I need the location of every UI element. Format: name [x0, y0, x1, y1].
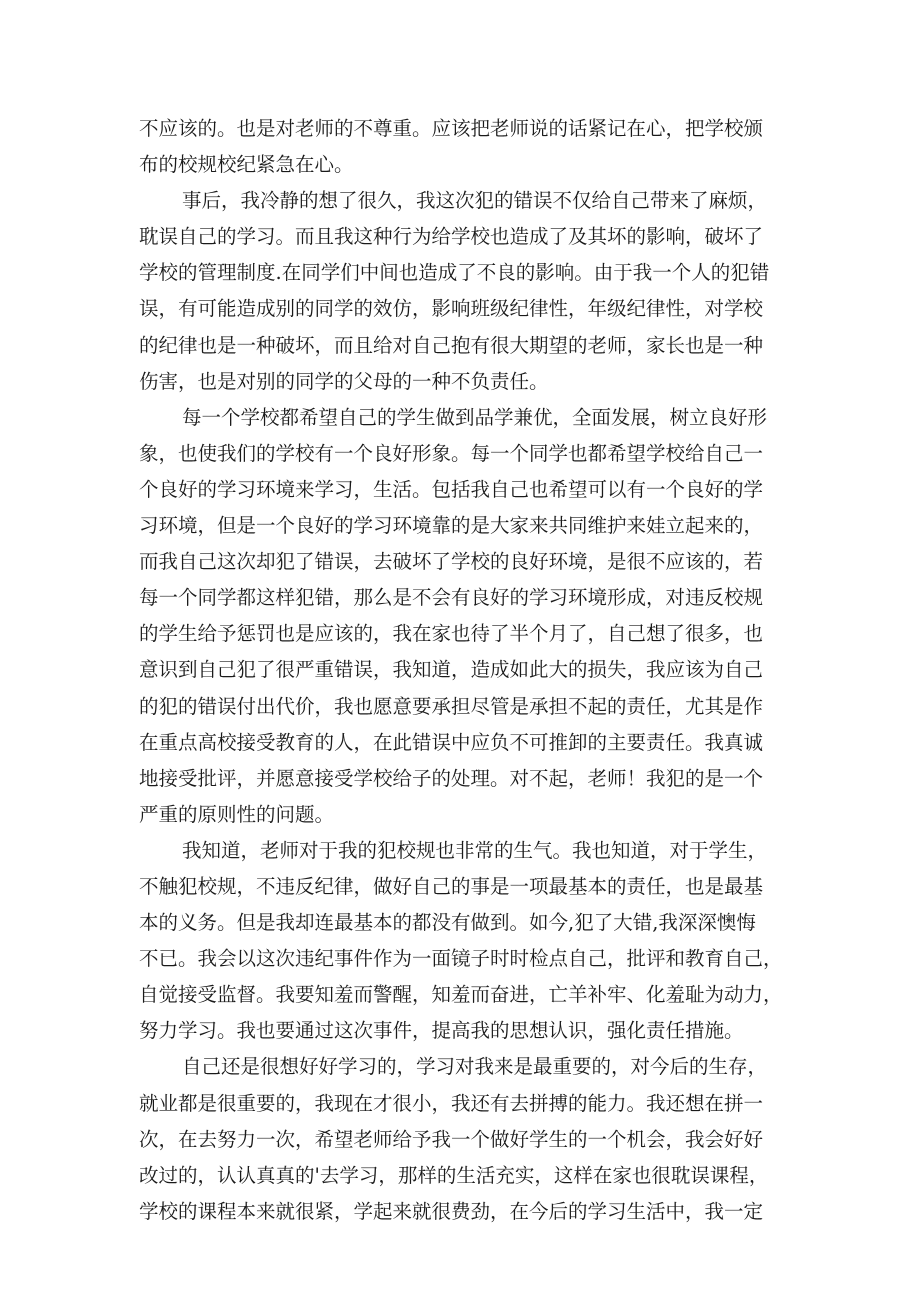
- text-line: 严重的原则性的问题。: [139, 802, 335, 826]
- text-line: 象，也使我们的学校有一个良好形象。每一个同学也都希望学校给自己一: [139, 441, 764, 465]
- document-body: [139, 111, 799, 1230]
- text-line: 改过的，认认真真的'去学习，那样的生活充实，这样在家也很耽误课程，: [139, 1163, 769, 1187]
- paragraph-first-line: 我知道，老师对于我的犯校规也非常的生气。我也知道，对于学生，: [182, 838, 768, 862]
- text-line: 个良好的学习环境来学习，生活。包括我自己也希望可以有一个良好的学: [139, 477, 764, 501]
- text-line: 不已。我会以这次违纪事件作为一面镜子时时检点自己，批评和教育自己，: [139, 947, 783, 971]
- text-line: 不触犯校规，不违反纪律，做好自己的事是一项最基本的责任，也是最基: [139, 874, 764, 898]
- text-line: 的学生给予惩罚也是应该的，我在家也待了半个月了，自己想了很多，也: [139, 622, 764, 646]
- paragraph-first-line: 事后，我冷静的想了很久，我这次犯的错误不仅给自己带来了麻烦，: [182, 189, 768, 213]
- text-line: 习环境，但是一个良好的学习环境靠的是大家来共同维护来娃立起来的，: [139, 514, 764, 538]
- text-line: 意识到自己犯了很严重错误，我知道，造成如此大的损失，我应该为自己: [139, 658, 764, 682]
- text-line: 地接受批评，并愿意接受学校给子的处理。对不起，老师！我犯的是一个: [139, 766, 764, 790]
- text-line: 在重点高校接受教育的人，在此错误中应负不可推卸的主要责任。我真诚: [139, 730, 764, 754]
- text-line: 每一个同学都这样犯错，那么是不会有良好的学习环境形成，对违反校规: [139, 586, 764, 610]
- text-line: 耽误自己的学习。而且我这种行为给学校也造成了及其坏的影响，破坏了: [139, 225, 764, 249]
- text-line: 的纪律也是一种破坏，而且给对自己抱有很大期望的老师，家长也是一种: [139, 333, 764, 357]
- text-line: 布的校规校纪紧急在心。: [139, 153, 354, 177]
- text-line: 就业都是很重要的，我现在才很小，我还有去拼搏的能力。我还想在拼一: [139, 1091, 764, 1115]
- paragraph-first-line: 自己还是很想好好学习的，学习对我来是最重要的，对今后的生存，: [182, 1055, 768, 1079]
- text-line: 误，有可能造成别的同学的效仿，影响班级纪律性，年级纪律性，对学校: [139, 297, 764, 321]
- text-line: 伤害，也是对别的同学的父母的一种不负责任。: [139, 369, 549, 393]
- paragraph-first-line: 每一个学校都希望自己的学生做到品学兼优，全面发展，树立良好形: [182, 405, 768, 429]
- text-line: 不应该的。也是对老师的不尊重。应该把老师说的话紧记在心，把学校颁: [139, 117, 764, 140]
- text-line: 自觉接受监督。我要知羞而警醒，知羞而奋进，亡羊补牢、化羞耻为动力，: [139, 983, 783, 1007]
- text-line: 学校的课程本来就很紧，学起来就很费劲，在今后的学习生活中，我一定: [139, 1199, 764, 1223]
- text-line: 本的义务。但是我却连最基本的都没有做到。如今,犯了大错,我深深懊悔: [139, 911, 756, 935]
- text-line: 次，在去努力一次，希望老师给予我一个做好学生的一个机会，我会好好: [139, 1127, 764, 1151]
- text-line: 学校的管理制度.在同学们中间也造成了不良的影响。由于我一个人的犯错: [139, 261, 770, 285]
- text-line: 努力学习。我也要通过这次事件，提高我的思想认识，强化责任措施。: [139, 1019, 744, 1043]
- text-line: 的犯的错误付出代价，我也愿意要承担尽管是承担不起的责任，尤其是作: [139, 694, 764, 718]
- text-line: 而我自己这次却犯了错误，去破坏了学校的良好环境，是很不应该的，若: [139, 550, 764, 574]
